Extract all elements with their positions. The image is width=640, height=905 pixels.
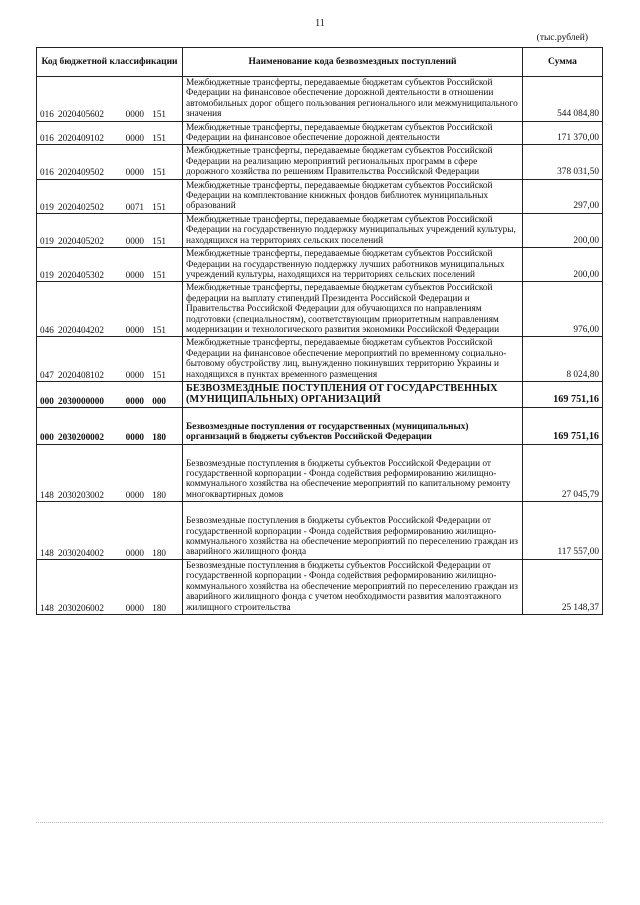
budget-code bbox=[37, 407, 183, 444]
revenue-sum: 976,00 bbox=[523, 282, 603, 337]
code-part-2: 2020409102 bbox=[58, 133, 104, 144]
code-part-2: 2020404202 bbox=[58, 325, 104, 336]
revenue-name: Межбюджетные трансферты, передаваемые бюджетам субъектов Российской Федерации на государственную поддержку муниципальных учреждений культуры, находящихся на территориях сельских поселений bbox=[183, 213, 523, 247]
revenue-name: Межбюджетные трансферты, передаваемые бюджетам субъектов Российской Федерации на финансовое обеспечение мероприятий по временному социально-бытовому обустройству лиц, вынужденно покинувших территорию Украины и находящихся в пунктах временного размещения bbox=[183, 337, 523, 382]
revenue-name: Безвозмездные поступления от государственных (муниципальных) организаций в бюджеты субъектов Российской Федерации bbox=[183, 407, 523, 444]
revenue-name: БЕЗВОЗМЕЗДНЫЕ ПОСТУПЛЕНИЯ ОТ ГОСУДАРСТВЕННЫХ (МУНИЦИПАЛЬНЫХ) ОРГАНИЗАЦИЙ bbox=[183, 381, 523, 407]
table-row bbox=[37, 179, 603, 213]
budget-code bbox=[37, 77, 183, 122]
budget-code bbox=[37, 337, 183, 382]
table-row bbox=[37, 502, 603, 560]
revenue-sum: 297,00 bbox=[523, 179, 603, 213]
code-part-3: 0000 bbox=[125, 325, 144, 336]
table-row bbox=[37, 248, 603, 282]
revenue-name: Межбюджетные трансферты, передаваемые бюджетам субъектов Российской федерации на выплату стипендий Президента Российской Федерации и Правительства Российской Федерации для обучающихся по направлениям подготовки (специальностям), соответствующим приоритетным направлениям модернизации и технологического развития экономики Российской Федерации bbox=[183, 282, 523, 337]
table-row bbox=[37, 282, 603, 337]
revenue-name: Безвозмездные поступления в бюджеты субъектов Российской Федерации от государственной корпорации - Фонда содействия реформированию жилищно-коммунального хозяйства на обеспечение мероприятий по переселению граждан из аварийного жилищного фонда bbox=[183, 502, 523, 560]
header-name: Наименование кода безвозмездных поступлений bbox=[183, 48, 523, 77]
code-part-3: 0000 bbox=[125, 109, 144, 120]
revenue-sum: 544 084,80 bbox=[523, 77, 603, 122]
page-number: 11 bbox=[315, 18, 325, 29]
code-part-4: 151 bbox=[152, 325, 166, 336]
code-part-2: 2020405202 bbox=[58, 235, 104, 246]
code-part-2: 2030000000 bbox=[58, 395, 104, 406]
table-row bbox=[37, 381, 603, 407]
header-code: Код бюджетной классификации bbox=[37, 48, 183, 77]
code-part-2: 2020405602 bbox=[58, 109, 104, 120]
budget-code bbox=[37, 502, 183, 560]
code-part-2: 2020409502 bbox=[58, 167, 104, 178]
code-part-3: 0000 bbox=[125, 395, 144, 406]
code-part-4: 151 bbox=[152, 167, 166, 178]
budget-code bbox=[37, 248, 183, 282]
budget-code bbox=[37, 213, 183, 247]
code-part-4: 180 bbox=[152, 547, 166, 558]
code-part-3: 0000 bbox=[125, 270, 144, 281]
code-part-1: 019 bbox=[40, 270, 54, 281]
code-part-4: 000 bbox=[152, 395, 166, 406]
revenue-name: Межбюджетные трансферты, передаваемые бюджетам субъектов Российской Федерации на государственную поддержку лучших работников муниципальных учреждений культуры, находящихся на территориях сельских поселений bbox=[183, 248, 523, 282]
revenue-sum: 200,00 bbox=[523, 213, 603, 247]
code-part-1: 016 bbox=[40, 133, 54, 144]
code-part-3: 0000 bbox=[125, 369, 144, 380]
revenue-sum: 378 031,50 bbox=[523, 145, 603, 179]
code-part-1: 148 bbox=[40, 489, 54, 500]
units-label: (тыс.рублей) bbox=[536, 33, 588, 43]
code-part-3: 0071 bbox=[125, 201, 144, 212]
code-part-2: 2030200002 bbox=[58, 432, 104, 443]
code-part-2: 2030203002 bbox=[58, 489, 104, 500]
table-row bbox=[37, 121, 603, 145]
code-part-1: 016 bbox=[40, 167, 54, 178]
revenue-name: Межбюджетные трансферты, передаваемые бюджетам субъектов Российской Федерации на реализацию мероприятий региональных программ в сфере дорожного хозяйства по решениям Правительства Российской Федерации bbox=[183, 145, 523, 179]
code-part-1: 000 bbox=[40, 432, 54, 443]
revenue-name: Безвозмездные поступления в бюджеты субъектов Российской Федерации от государственной корпорации - Фонда содействия реформированию жилищно-коммунального хозяйства на обеспечение мероприятий по переселению граждан из аварийного жилищного фонда с учетом необходимости развития малоэтажного жилищного строительства bbox=[183, 559, 523, 614]
table-row bbox=[37, 77, 603, 122]
revenue-sum: 171 370,00 bbox=[523, 121, 603, 145]
revenue-name: Безвозмездные поступления в бюджеты субъектов Российской Федерации от государственной корпорации - Фонда содействия реформированию жилищно-коммунального хозяйства на обеспечение мероприятий по капитальному ремонту многоквартирных домов bbox=[183, 444, 523, 502]
table-row bbox=[37, 407, 603, 444]
revenue-sum: 8 024,80 bbox=[523, 337, 603, 382]
budget-code bbox=[37, 282, 183, 337]
code-part-1: 148 bbox=[40, 602, 54, 613]
revenue-sum: 27 045,79 bbox=[523, 444, 603, 502]
header-sum: Сумма bbox=[523, 48, 603, 77]
scan-divider bbox=[36, 822, 603, 823]
code-part-2: 2030204002 bbox=[58, 547, 104, 558]
code-part-3: 0000 bbox=[125, 602, 144, 613]
code-part-3: 0000 bbox=[125, 489, 144, 500]
code-part-4: 180 bbox=[152, 602, 166, 613]
table-row bbox=[37, 559, 603, 614]
code-part-4: 151 bbox=[152, 235, 166, 246]
budget-code bbox=[37, 179, 183, 213]
table-header-row bbox=[37, 48, 603, 77]
code-part-2: 2030206002 bbox=[58, 602, 104, 613]
code-part-1: 046 bbox=[40, 325, 54, 336]
revenue-name: Межбюджетные трансферты, передаваемые бюджетам субъектов Российской Федерации на финансовое обеспечение дорожной деятельности в отношении автомобильных дорог общего пользования регионального или межмуниципального значения bbox=[183, 77, 523, 122]
revenue-sum: 25 148,37 bbox=[523, 559, 603, 614]
code-part-3: 0000 bbox=[125, 167, 144, 178]
code-part-4: 151 bbox=[152, 369, 166, 380]
budget-code bbox=[37, 145, 183, 179]
table-row bbox=[37, 444, 603, 502]
revenue-sum: 169 751,16 bbox=[523, 381, 603, 407]
table-row bbox=[37, 145, 603, 179]
revenue-sum: 200,00 bbox=[523, 248, 603, 282]
code-part-4: 151 bbox=[152, 133, 166, 144]
budget-code bbox=[37, 381, 183, 407]
code-part-1: 019 bbox=[40, 201, 54, 212]
code-part-2: 2020402502 bbox=[58, 201, 104, 212]
code-part-1: 148 bbox=[40, 547, 54, 558]
code-part-4: 151 bbox=[152, 201, 166, 212]
code-part-3: 0000 bbox=[125, 547, 144, 558]
budget-code bbox=[37, 121, 183, 145]
code-part-4: 180 bbox=[152, 489, 166, 500]
code-part-3: 0000 bbox=[125, 133, 144, 144]
table-row bbox=[37, 213, 603, 247]
code-part-2: 2020405302 bbox=[58, 270, 104, 281]
budget-code bbox=[37, 444, 183, 502]
code-part-3: 0000 bbox=[125, 432, 144, 443]
table-row bbox=[37, 337, 603, 382]
code-part-1: 047 bbox=[40, 369, 54, 380]
budget-table bbox=[36, 47, 603, 615]
code-part-1: 019 bbox=[40, 235, 54, 246]
code-part-2: 2020408102 bbox=[58, 369, 104, 380]
code-part-4: 151 bbox=[152, 109, 166, 120]
revenue-name: Межбюджетные трансферты, передаваемые бюджетам субъектов Российской Федерации на финансовое обеспечение дорожной деятельности bbox=[183, 121, 523, 145]
code-part-4: 180 bbox=[152, 432, 166, 443]
code-part-1: 016 bbox=[40, 109, 54, 120]
budget-code bbox=[37, 559, 183, 614]
revenue-name: Межбюджетные трансферты, передаваемые бюджетам субъектов Российской Федерации на комплектование книжных фондов библиотек муниципальных образований bbox=[183, 179, 523, 213]
code-part-1: 000 bbox=[40, 395, 54, 406]
code-part-3: 0000 bbox=[125, 235, 144, 246]
revenue-sum: 117 557,00 bbox=[523, 502, 603, 560]
code-part-4: 151 bbox=[152, 270, 166, 281]
revenue-sum: 169 751,16 bbox=[523, 407, 603, 444]
